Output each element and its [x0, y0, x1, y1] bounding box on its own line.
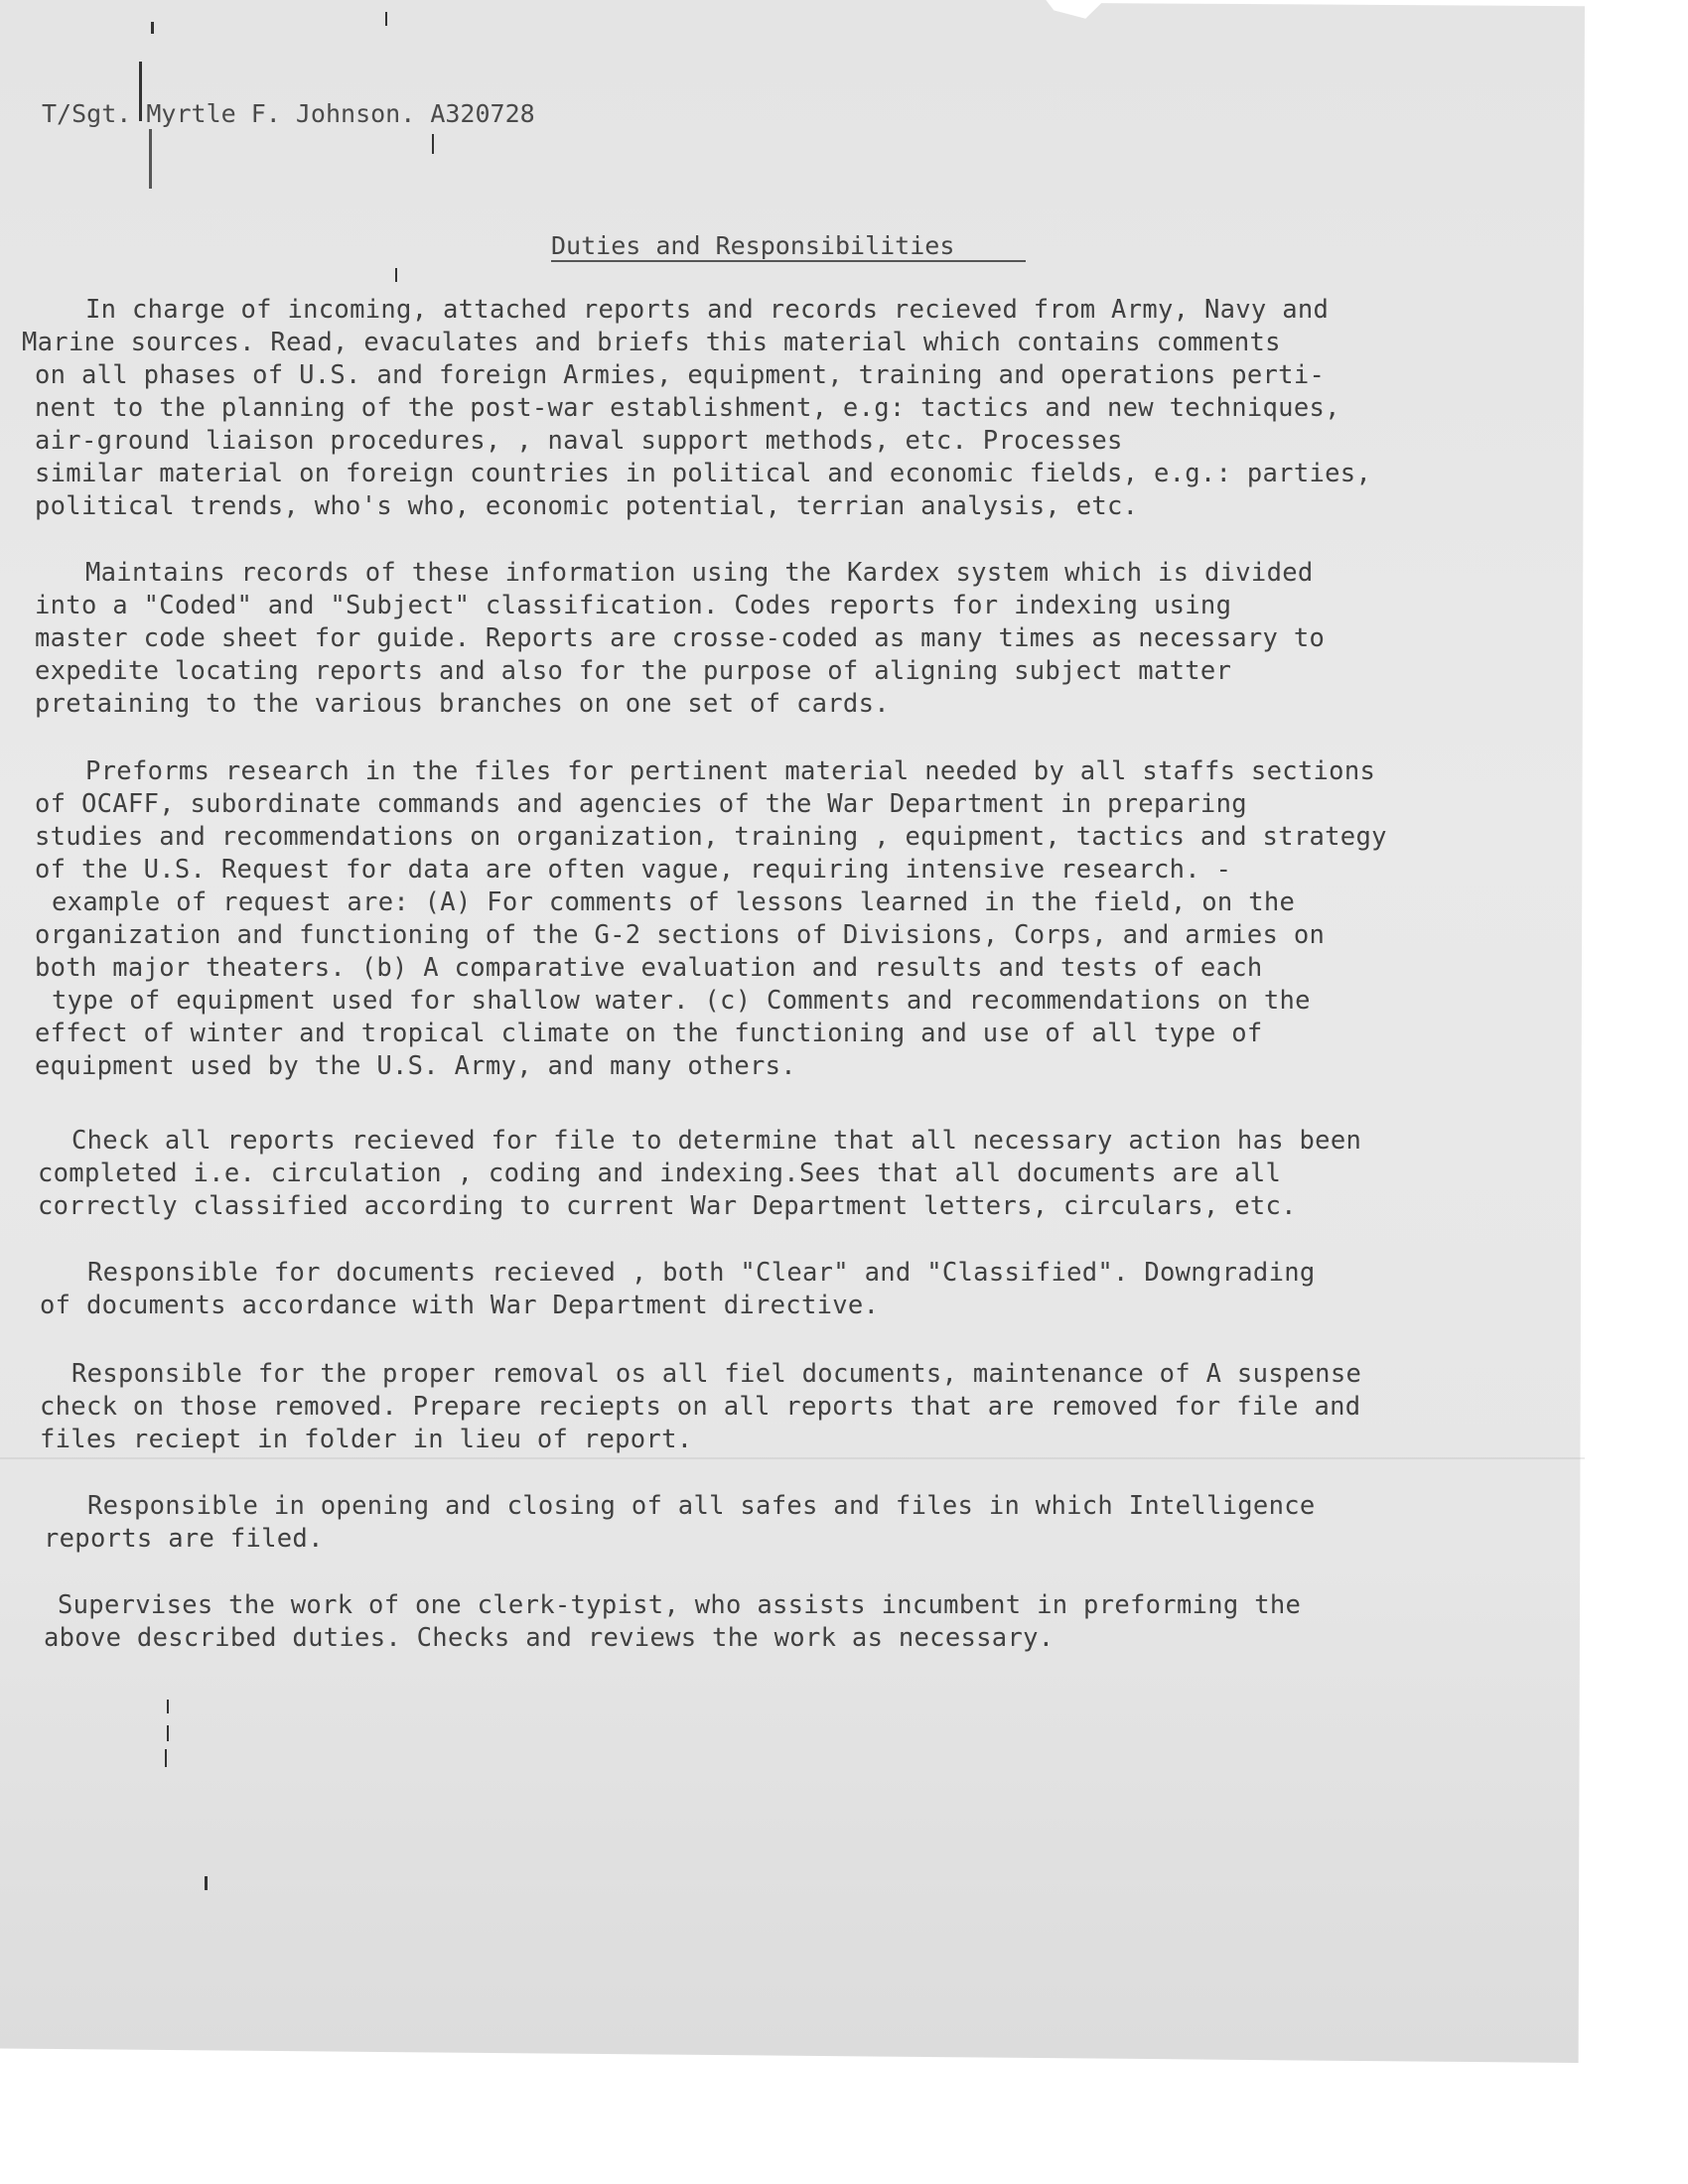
- paragraph-4-line-2: completed i.e. circulation , coding and indexing.Sees that all documents are all: [38, 1159, 1282, 1188]
- paragraph-2-line-2: into a "Coded" and "Subject" classification. Codes reports for indexing using: [35, 591, 1232, 620]
- paragraph-3-line-9: effect of winter and tropical climate on the functioning and use of all type of: [35, 1019, 1263, 1048]
- paragraph-5-line-2: of documents accordance with War Department directive.: [40, 1291, 880, 1320]
- ink-mark: [395, 268, 397, 282]
- paragraph-3-line-8: type of equipment used for shallow water. (c) Comments and recommendations on the: [52, 986, 1311, 1016]
- paragraph-6-line-1: Responsible for the proper removal os all fiel documents, maintenance of A suspense: [71, 1359, 1362, 1389]
- ink-mark: [151, 22, 154, 34]
- paragraph-4-line-1: Check all reports recieved for file to determine that all necessary action has been: [71, 1126, 1362, 1156]
- paragraph-1-line-6: similar material on foreign countries in political and economic fields, e.g.: parties,: [35, 459, 1372, 488]
- paragraph-3-line-10: equipment used by the U.S. Army, and many others.: [35, 1051, 796, 1081]
- paragraph-1-line-4: nent to the planning of the post-war establishment, e.g: tactics and new techniques,: [35, 393, 1340, 423]
- paragraph-6-line-2: check on those removed. Prepare reciepts on all reports that are removed for file and: [40, 1392, 1361, 1422]
- paragraph-6-line-3: files reciept in folder in lieu of report.: [40, 1425, 693, 1454]
- ink-mark: [149, 129, 152, 189]
- paragraph-7-line-1: Responsible in opening and closing of all safes and files in which Intelligence: [87, 1491, 1316, 1521]
- paragraph-3-line-5: example of request are: (A) For comments of lessons learned in the field, on the: [52, 887, 1296, 917]
- ink-mark: [432, 134, 434, 154]
- ink-mark: [205, 1876, 208, 1890]
- paragraph-3-line-4: of the U.S. Request for data are often vague, requiring intensive research. -: [35, 855, 1232, 885]
- paragraph-3-line-6: organization and functioning of the G-2 sections of Divisions, Corps, and armies on: [35, 920, 1326, 950]
- paragraph-4-line-3: correctly classified according to current War Department letters, circulars, etc.: [38, 1191, 1297, 1221]
- paragraph-2-line-1: Maintains records of these information using the Kardex system which is divided: [85, 558, 1314, 588]
- paragraph-2-line-5: pretaining to the various branches on one set of cards.: [35, 689, 890, 719]
- paragraph-5-line-1: Responsible for documents recieved , both "Clear" and "Classified". Downgrading: [87, 1258, 1316, 1288]
- paragraph-8-line-1: Supervises the work of one clerk-typist, who assists incumbent in preforming the: [58, 1590, 1302, 1620]
- paragraph-2-line-4: expedite locating reports and also for the purpose of aligning subject matter: [35, 656, 1232, 686]
- document-title: Duties and Responsibilities: [551, 231, 955, 260]
- ink-mark: [165, 1749, 167, 1767]
- ink-mark: [385, 12, 387, 26]
- title-underline: [551, 260, 1026, 262]
- paragraph-2-line-3: master code sheet for guide. Reports are crosse-coded as many times as necessary to: [35, 623, 1326, 653]
- ink-mark: [167, 1700, 169, 1713]
- paragraph-3-line-2: of OCAFF, subordinate commands and agencies of the War Department in preparing: [35, 789, 1247, 819]
- paragraph-1-line-2: Marine sources. Read, evaculates and briefs this material which contains comments: [22, 328, 1281, 357]
- paragraph-1-line-7: political trends, who's who, economic potential, terrian analysis, etc.: [35, 491, 1139, 521]
- employee-identification: T/Sgt. Myrtle F. Johnson. A320728: [42, 99, 535, 128]
- paragraph-7-line-2: reports are filed.: [44, 1524, 324, 1554]
- ink-mark: [167, 1725, 169, 1741]
- paragraph-8-line-2: above described duties. Checks and reviews the work as necessary.: [44, 1623, 1055, 1653]
- paragraph-3-line-3: studies and recommendations on organization, training , equipment, tactics and strategy: [35, 822, 1387, 852]
- paragraph-3-line-1: Preforms research in the files for pertinent material needed by all staffs sections: [85, 756, 1376, 786]
- paragraph-1-line-1: In charge of incoming, attached reports and records recieved from Army, Navy and: [85, 295, 1330, 325]
- paragraph-3-line-7: both major theaters. (b) A comparative evaluation and results and tests of each: [35, 953, 1263, 983]
- paragraph-1-line-5: air-ground liaison procedures, , naval support methods, etc. Processes: [35, 426, 1123, 456]
- paragraph-1-line-3: on all phases of U.S. and foreign Armies, equipment, training and operations perti-: [35, 360, 1326, 390]
